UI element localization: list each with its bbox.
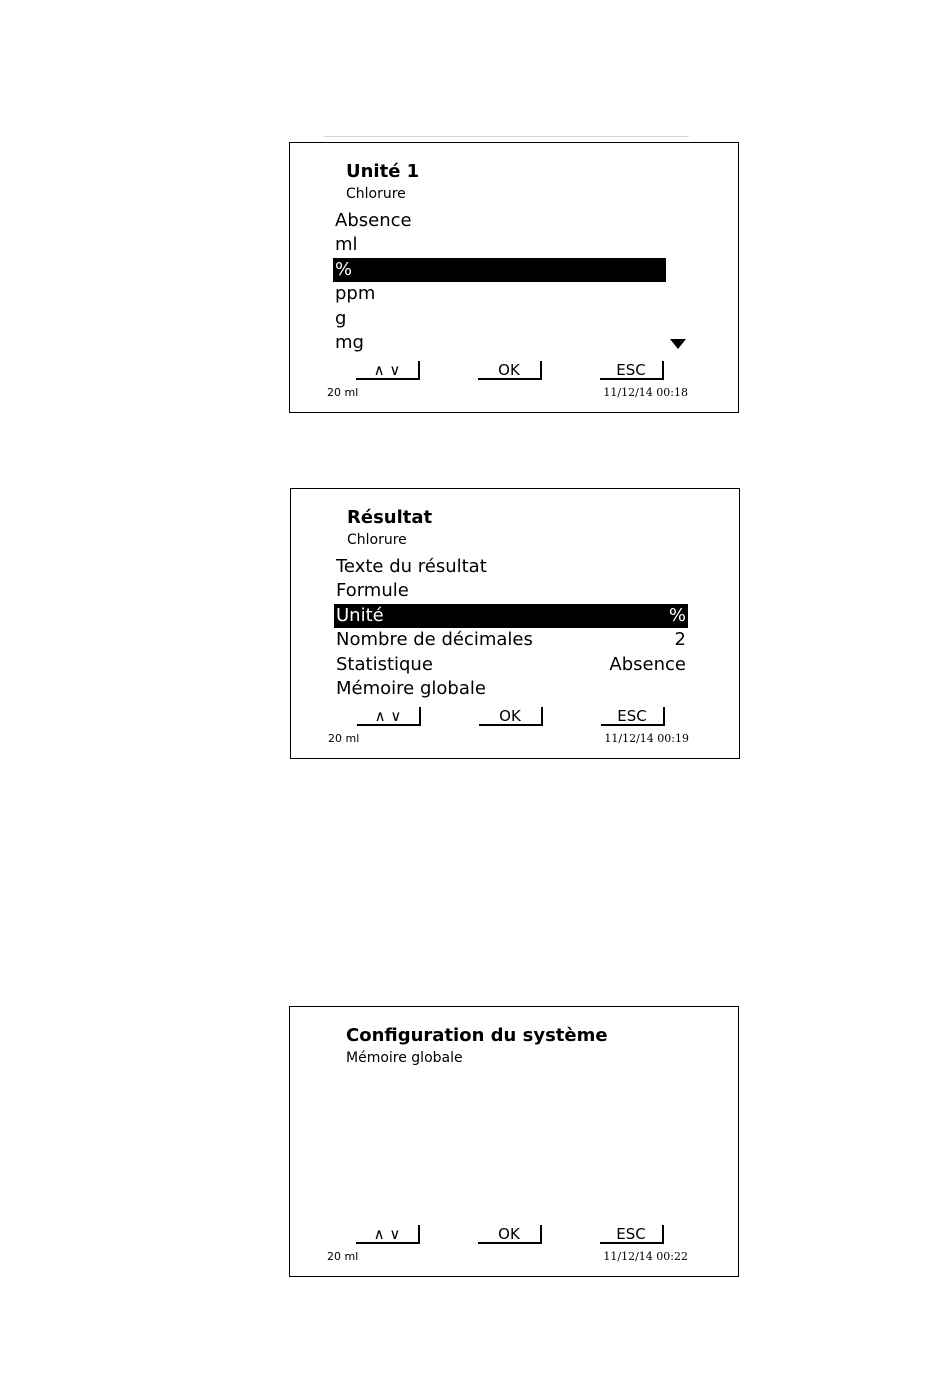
- list-item-unit[interactable]: [334, 604, 688, 628]
- list-item-mg[interactable]: [333, 331, 687, 355]
- ok-button[interactable]: OK: [478, 1225, 542, 1244]
- volume-status: 20 ml: [327, 386, 359, 399]
- item-label: Mémoire globale: [336, 677, 486, 699]
- list-item-result-text[interactable]: [334, 555, 688, 579]
- screen-title: Résultat: [347, 507, 433, 528]
- screen-subtitle: Chlorure: [347, 532, 407, 548]
- item-label: %: [335, 258, 353, 280]
- item-label: Unité: [336, 604, 384, 626]
- top-divider: [323, 136, 689, 137]
- esc-button[interactable]: ESC: [600, 1225, 664, 1244]
- ok-button[interactable]: OK: [479, 707, 543, 726]
- screen-system-configuration: [289, 1006, 739, 1277]
- datetime-status: 11/12/14 00:22: [603, 1250, 688, 1263]
- item-label: g: [335, 307, 347, 329]
- item-label: ppm: [335, 283, 376, 305]
- list-item-ml[interactable]: [333, 233, 687, 257]
- list-item-formula[interactable]: [334, 579, 688, 603]
- ok-button[interactable]: OK: [478, 361, 542, 380]
- result-settings-list: [334, 555, 688, 701]
- volume-status: 20 ml: [327, 1250, 359, 1263]
- screen-title: Configuration du système: [346, 1025, 608, 1046]
- item-label: Nombre de décimales: [336, 629, 533, 651]
- screen-subtitle: Mémoire globale: [346, 1050, 463, 1066]
- list-item-g[interactable]: [333, 307, 687, 331]
- scroll-down-icon: [670, 339, 686, 349]
- screen-result-settings: [290, 488, 740, 759]
- screen-unit-selection: [289, 142, 739, 413]
- screen-subtitle: Chlorure: [346, 186, 406, 202]
- item-label: Formule: [336, 580, 409, 602]
- up-down-button[interactable]: ∧ ∨: [356, 361, 420, 380]
- volume-status: 20 ml: [328, 732, 360, 745]
- esc-button[interactable]: ESC: [601, 707, 665, 726]
- list-item-statistics[interactable]: [334, 653, 688, 677]
- list-item-global-memory[interactable]: [334, 677, 688, 701]
- list-item-decimals[interactable]: [334, 628, 688, 652]
- item-value: Absence: [609, 653, 686, 675]
- item-value: 2: [674, 629, 686, 651]
- item-label: Texte du résultat: [336, 556, 487, 577]
- up-down-button[interactable]: ∧ ∨: [356, 1225, 420, 1244]
- esc-button[interactable]: ESC: [600, 361, 664, 380]
- datetime-status: 11/12/14 00:18: [603, 386, 688, 399]
- datetime-status: 11/12/14 00:19: [604, 732, 689, 745]
- item-label: Statistique: [336, 653, 433, 675]
- up-down-button[interactable]: ∧ ∨: [357, 707, 421, 726]
- item-label: ml: [335, 234, 358, 256]
- item-label: mg: [335, 331, 364, 353]
- unit-list: [333, 209, 687, 355]
- item-label: Absence: [335, 210, 412, 231]
- screen-title: Unité 1: [346, 161, 420, 182]
- list-item-absence[interactable]: [333, 209, 687, 233]
- list-item-ppm[interactable]: [333, 282, 687, 306]
- item-value: %: [668, 604, 686, 626]
- list-item-percent[interactable]: [333, 258, 666, 282]
